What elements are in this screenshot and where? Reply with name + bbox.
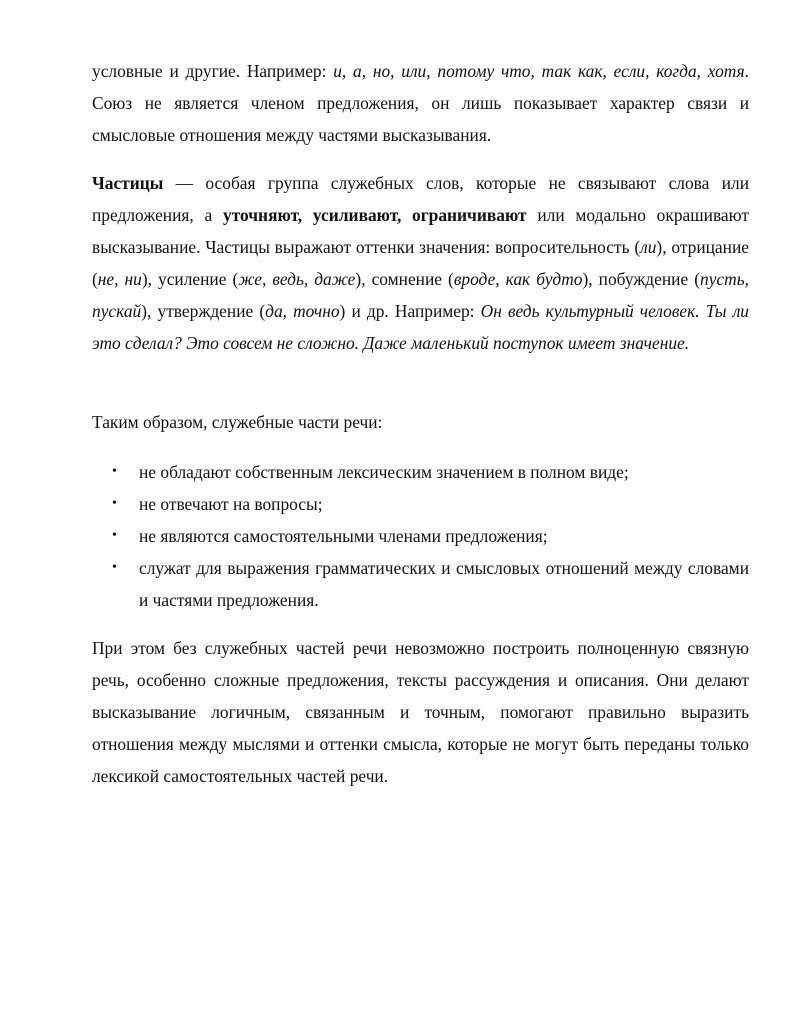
text-run: ), утверждение (	[141, 301, 266, 321]
list-item-text: служат для выражения грамматических и смысловых отношений между словами и частями предложения.	[139, 558, 749, 610]
paragraph-particles	[92, 167, 749, 359]
example-words: да, точно	[265, 301, 340, 321]
text-run: или модально окрашивают высказывание. Частицы выражают оттенки значения: вопросительность (	[92, 205, 750, 257]
paragraph-conclusion: При этом без служебных частей речи невозможно построить полноценную связную речь, особенно сложные предложения, тексты рассуждения и описания. Они делают высказывание логичным, связанным и точным, помогают правильно выразить отношения между мыслями и оттенки смысла, которые не могут быть переданы только лексикой самостоятельных частей речи.	[92, 638, 749, 786]
bullet-list	[92, 456, 749, 616]
example-words: не, ни	[97, 269, 142, 289]
list-item	[92, 552, 749, 616]
example-words: пусть, пускай	[92, 269, 749, 321]
paragraph-summary-intro: Таким образом, служебные части речи:	[92, 412, 383, 432]
text-run: . Союз не является членом предложения, он лишь показывает характер связи и смысловые отношения между частями высказывания.	[92, 61, 749, 145]
text-run: ), отрицание (	[92, 237, 749, 289]
text-run: ), сомнение (	[355, 269, 454, 289]
paragraph-conjunctions	[92, 55, 749, 151]
text-run: условные и другие. Например:	[92, 61, 334, 81]
example-words: же, ведь, даже	[238, 269, 356, 289]
list-item	[92, 488, 749, 520]
bullet-icon: •	[112, 528, 117, 543]
example-words: вроде, как будто	[453, 269, 583, 289]
list-item-text: не обладают собственным лексическим значением в полном виде;	[139, 462, 629, 482]
text-run: ), усиление (	[141, 269, 239, 289]
bullet-icon: •	[112, 464, 117, 479]
example-words: и, а, но, или, потому что, так как, если, когда, хотя	[333, 61, 745, 81]
bullet-icon: •	[112, 496, 117, 511]
list-item-text: не отвечают на вопросы;	[139, 494, 323, 514]
list-item	[92, 456, 749, 488]
text-run: — особая группа служебных слов, которые не связывают слова или предложения, а	[92, 173, 749, 225]
list-item-text: не являются самостоятельными членами предложения;	[139, 526, 548, 546]
text-run: ) и др. Например:	[339, 301, 481, 321]
term-particles: Частицы	[92, 173, 164, 193]
emphasis-text: уточняют, усиливают, ограничивают	[223, 205, 527, 225]
example-sentences: Он ведь культурный человек. Ты ли это сделал? Это совсем не сложно. Даже маленький поступок имеет значение.	[92, 301, 749, 353]
example-words: ли	[640, 237, 657, 257]
text-run: ), побуждение (	[582, 269, 701, 289]
list-item	[92, 520, 749, 552]
bullet-icon: •	[112, 560, 117, 575]
